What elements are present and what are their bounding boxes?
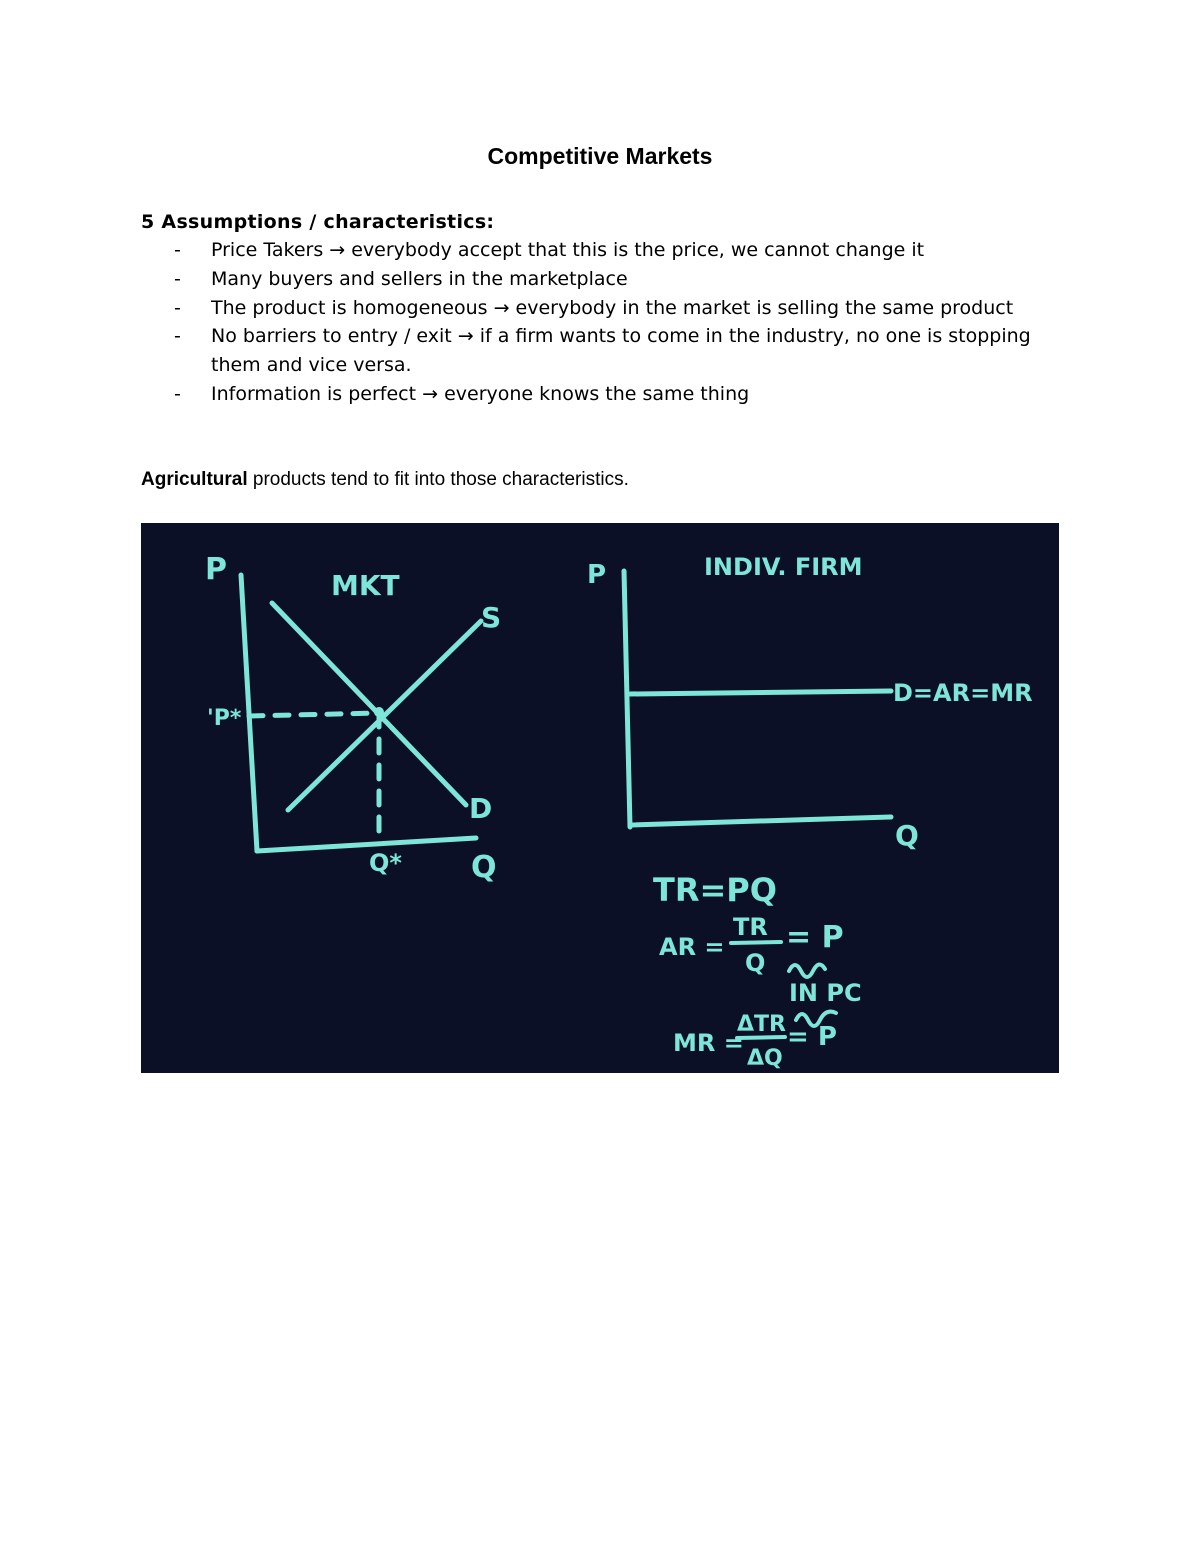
list-item — [141, 236, 1071, 265]
firm-price-axis — [624, 571, 630, 827]
q-star-label: Q* — [369, 849, 402, 877]
closing-text: products tend to fit into those characteristics. — [247, 469, 629, 490]
marginal-revenue-numerator: ΔTR — [737, 1012, 786, 1037]
list-item-text: The product is homogeneous → everybody in the market is selling the same product — [211, 296, 1014, 319]
firm-demand-label: D=AR=MR — [893, 679, 1033, 707]
average-revenue-fraction-bar — [731, 942, 781, 943]
market-p-axis-label: P — [205, 552, 227, 587]
market-price-axis — [241, 575, 257, 851]
marginal-revenue-fraction-bar — [737, 1037, 785, 1038]
dash-marker: - — [174, 239, 181, 261]
total-revenue-formula: TR=PQ — [653, 871, 777, 909]
average-revenue-lhs: AR = — [659, 933, 725, 961]
marginal-revenue-lhs: MR = — [673, 1029, 744, 1057]
firm-q-axis-label: Q — [895, 819, 919, 852]
equilibrium-price-guide — [249, 713, 379, 716]
list-item — [141, 380, 1071, 409]
average-revenue-numerator: TR — [733, 913, 768, 941]
demand-label: D — [469, 792, 493, 825]
market-graph — [205, 552, 501, 885]
market-quantity-axis — [257, 838, 476, 851]
equilibrium-point — [374, 707, 384, 717]
market-demand-curve — [272, 603, 466, 805]
dash-marker: - — [174, 267, 181, 290]
market-q-axis-label: Q — [471, 850, 497, 885]
firm-p-axis-label: P — [587, 560, 607, 590]
firm-graph — [587, 553, 1033, 852]
assumptions-heading: 5 Assumptions / characteristics: — [141, 211, 495, 233]
closing-paragraph — [141, 466, 629, 494]
squiggle-underline — [789, 964, 825, 977]
blackboard-image — [141, 523, 1059, 1073]
p-star-label: 'P* — [207, 706, 242, 731]
list-item — [141, 265, 1071, 294]
dash-marker: - — [174, 296, 181, 319]
marginal-revenue-denominator: ΔQ — [747, 1046, 783, 1071]
closing-bold-word: Agricultural — [141, 469, 248, 490]
marginal-revenue-rhs: = P — [787, 1022, 837, 1052]
firm-demand-line — [630, 691, 891, 694]
supply-label: S — [481, 601, 502, 634]
average-revenue-denominator: Q — [745, 949, 766, 977]
in-pc-label: IN PC — [789, 979, 862, 1007]
page-title: Competitive Markets — [487, 143, 713, 169]
market-title: MKT — [331, 569, 400, 602]
list-item — [141, 322, 1071, 380]
list-item — [141, 294, 1071, 323]
list-item-text: No barriers to entry / exit → if a firm wants to come in the industry, no one is stopping them and vice versa. — [211, 325, 1031, 377]
blackboard-drawing — [141, 523, 1059, 1073]
list-item-text: Information is perfect → everyone knows the same thing — [211, 382, 750, 405]
revenue-formulas — [653, 871, 862, 1071]
average-revenue-rhs: = P — [786, 920, 844, 955]
list-item-text: Many buyers and sellers in the marketplace — [211, 267, 628, 290]
list-item-text: Price Takers → everybody accept that this is the price, we cannot change it — [211, 239, 925, 261]
firm-title: INDIV. FIRM — [704, 553, 863, 581]
dash-marker: - — [174, 325, 181, 348]
dash-marker: - — [174, 382, 181, 405]
assumptions-list — [141, 236, 1071, 409]
firm-quantity-axis — [630, 817, 891, 825]
